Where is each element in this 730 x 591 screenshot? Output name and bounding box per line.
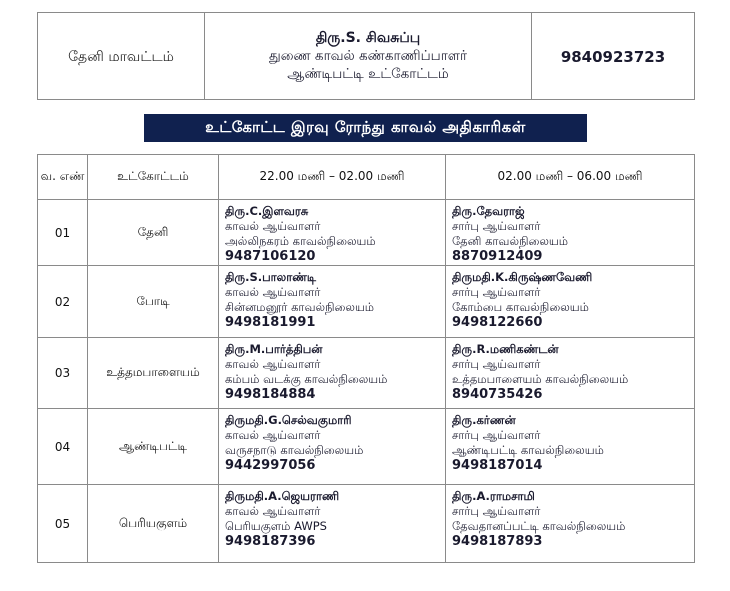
- row-subdivision: தேனி: [88, 200, 219, 266]
- officer-name: திருமதி.K.கிருஷ்ணவேணி: [452, 270, 593, 284]
- officer-phone: 9498187014: [452, 458, 543, 473]
- officer-rank: காவல் ஆய்வாளர்: [225, 428, 321, 442]
- column-header-sno: வ. எண்: [38, 155, 88, 200]
- officer-phone: 9498181991: [225, 315, 316, 330]
- officer-phone: 8940735426: [452, 387, 543, 402]
- officer-station: வருசநாடு காவல்நிலையம்: [225, 443, 364, 457]
- officer-name: திரு.S. சிவசுப்பு: [315, 30, 421, 46]
- row-sno: 01: [38, 200, 88, 266]
- row-sno: 03: [38, 338, 88, 409]
- officer-phone: 9498184884: [225, 387, 316, 402]
- officer-name: திரு.தேவராஜ்: [452, 204, 525, 218]
- officer-station: தேவதானப்பட்டி காவல்நிலையம்: [452, 519, 626, 533]
- officer-station: தேனி காவல்நிலையம்: [452, 234, 569, 248]
- officer-designation: துணை காவல் கண்காணிப்பாளர்: [268, 48, 468, 64]
- row-subdivision: பெரியகுளம்: [88, 485, 219, 563]
- column-header-shift2: 02.00 மணி – 06.00 மணி: [446, 155, 695, 200]
- officer-rank: சார்பு ஆய்வாளர்: [452, 428, 541, 442]
- officer-station: உத்தமபாளையம் காவல்நிலையம்: [452, 372, 629, 386]
- patrol-table: [37, 154, 695, 563]
- officer-phone: 9442997056: [225, 458, 316, 473]
- officer-subdivision: ஆண்டிபட்டி உட்கோட்டம்: [287, 66, 449, 82]
- column-header-subdivision: உட்கோட்டம்: [88, 155, 219, 200]
- table-row: [38, 409, 695, 485]
- shift2-officer: [446, 409, 695, 485]
- officer-name: திரு.M.பார்த்திபன்: [225, 342, 323, 356]
- shift1-officer: [219, 485, 446, 563]
- header-table: [37, 12, 695, 100]
- shift2-officer: [446, 266, 695, 338]
- officer-station: கம்பம் வடக்கு காவல்நிலையம்: [225, 372, 388, 386]
- district-cell: [38, 13, 205, 100]
- officer-name: திருமதி.A.ஜெயராணி: [225, 489, 340, 503]
- officer-name: திரு.S.பாலாண்டி: [225, 270, 317, 284]
- officer-phone: 9487106120: [225, 249, 316, 264]
- shift1-officer: [219, 409, 446, 485]
- table-row: [38, 338, 695, 409]
- officer-rank: சார்பு ஆய்வாளர்: [452, 285, 541, 299]
- row-subdivision: உத்தமபாளையம்: [88, 338, 219, 409]
- table-row: [38, 200, 695, 266]
- officer-phone: 9498187893: [452, 534, 543, 549]
- officer-station: ஆண்டிபட்டி காவல்நிலையம்: [452, 443, 604, 457]
- shift2-officer: [446, 485, 695, 563]
- shift2-officer: [446, 200, 695, 266]
- row-sno: 05: [38, 485, 88, 563]
- table-header-row: [38, 155, 695, 200]
- row-sno: 02: [38, 266, 88, 338]
- officer-station: கோம்பை காவல்நிலையம்: [452, 300, 589, 314]
- shift2-officer: [446, 338, 695, 409]
- officer-phone: 9498187396: [225, 534, 316, 549]
- officer-phone: 9498122660: [452, 315, 543, 330]
- officer-station: பெரியகுளம் AWPS: [225, 519, 327, 533]
- officer-phone: 9840923723: [560, 47, 666, 66]
- officer-cell: [205, 13, 532, 100]
- officer-phone-cell: [532, 13, 695, 100]
- table-row: [38, 485, 695, 563]
- officer-rank: காவல் ஆய்வாளர்: [225, 504, 321, 518]
- officer-name: திரு.A.ராமசாமி: [452, 489, 535, 503]
- row-sno: 04: [38, 409, 88, 485]
- officer-station: சின்னமனூர் காவல்நிலையம்: [225, 300, 375, 314]
- officer-name: திரு.கர்ணன்: [452, 413, 516, 427]
- officer-phone: 8870912409: [452, 249, 543, 264]
- officer-rank: காவல் ஆய்வாளர்: [225, 219, 321, 233]
- banner-title: உட்கோட்ட இரவு ரோந்து காவல் அதிகாரிகள்: [144, 114, 587, 142]
- shift1-officer: [219, 266, 446, 338]
- officer-name: திரு.C.இளவரசு: [225, 204, 309, 218]
- row-subdivision: போடி: [88, 266, 219, 338]
- shift1-officer: [219, 200, 446, 266]
- officer-station: அல்லிநகரம் காவல்நிலையம்: [225, 234, 376, 248]
- officer-rank: காவல் ஆய்வாளர்: [225, 357, 321, 371]
- officer-rank: சார்பு ஆய்வாளர்: [452, 504, 541, 518]
- row-subdivision: ஆண்டிபட்டி: [88, 409, 219, 485]
- officer-name: திருமதி.G.செல்வகுமாரி: [225, 413, 352, 427]
- officer-rank: சார்பு ஆய்வாளர்: [452, 219, 541, 233]
- table-row: [38, 266, 695, 338]
- district-label: தேனி மாவட்டம்: [68, 48, 174, 65]
- officer-rank: காவல் ஆய்வாளர்: [225, 285, 321, 299]
- officer-rank: சார்பு ஆய்வாளர்: [452, 357, 541, 371]
- column-header-shift1: 22.00 மணி – 02.00 மணி: [219, 155, 446, 200]
- officer-name: திரு.R.மணிகண்டன்: [452, 342, 559, 356]
- shift1-officer: [219, 338, 446, 409]
